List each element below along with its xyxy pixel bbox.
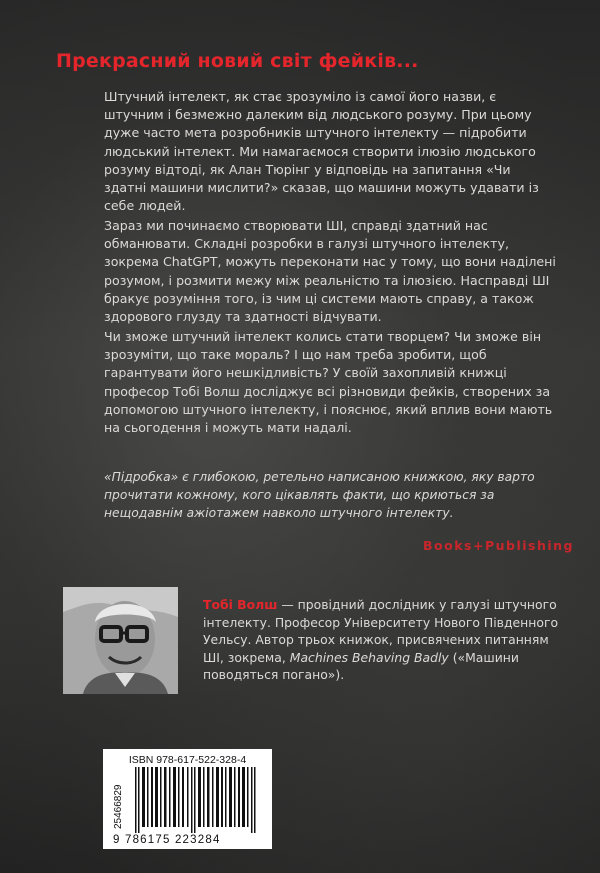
author-book-translation: («Машини поводяться погано»). — [203, 649, 519, 683]
barcode — [103, 749, 272, 849]
author-photo — [63, 587, 178, 694]
review-quote: «Підробка» є глибокою, ретельно написаною книжкою, яку варто прочитати кожному, кого цікавлять факти, що криються за нещодавнім ажіотажем навколо штучного інтелекту. — [104, 470, 535, 520]
review-source: Books+Publishing — [423, 538, 574, 553]
barcode-bars-icon — [133, 767, 263, 833]
author-book-title: Machines Behaving Badly — [289, 649, 449, 665]
isbn-label: ISBN 978-617-522-328-4 — [128, 754, 247, 766]
barcode-addon-digits: 25466829 — [113, 784, 124, 829]
author-bio — [203, 596, 563, 684]
description-paragraph-3: Чи зможе штучний інтелект колись стати творцем? Чи зможе він зрозуміти, що таке мораль? І що нам треба зробити, щоб гарантувати його нешкідливість? У своїй захопливій книжці професор Тобі Волш досліджує всі різновиди фейків, створених за допомогою штучного інтелекту, і пояснює, який вплив вони мають на сьогодення і можуть мати надалі. — [104, 329, 553, 436]
author-portrait-icon — [63, 587, 178, 694]
description-paragraph-2: Зараз ми починаємо створювати ШІ, справді здатний нас обманювати. Складні розробки в галузі штучного інтелекту, зокрема ChatGPT, можуть переконати нас у тому, що вони наділені розумом, і розмити межу між реальністю та ілюзією. Насправді ШІ бракує розуміння того, із чим ці системи мають справу, а також здорового глузду та здатності відчувати. — [104, 218, 556, 325]
headline: Прекрасний новий світ фейків... — [56, 50, 419, 72]
author-bio-text: — провідний дослідник у галузі штучного інтелекту. Професор Університету Нового Південного Уельсу. Автор трьох книжок, присвячених питанням ШІ, зокрема, — [203, 597, 559, 665]
description-paragraph-1: Штучний інтелект, як стає зрозуміло із самої його назви, є штучним і безмежно далеким від людського розуму. При цьому дуже часто мета розробників штучного інтелекту — підробити людський інтелект. Ми намагаємося створити ілюзію людського розуму відтоді, як Алан Тюрінг у відповідь на запитання «Чи здатні машини мислити?» сказав, що машини можуть удавати із себе людей. — [104, 89, 539, 214]
author-name: Тобі Волш — [203, 597, 278, 612]
barcode-digits: 9 786175 223284 — [113, 834, 221, 846]
